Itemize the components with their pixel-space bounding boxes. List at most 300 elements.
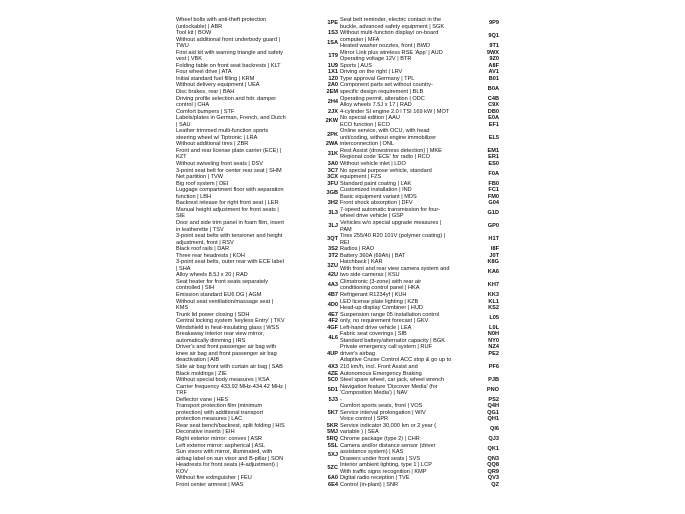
description-line: Interior ambient lighting, type 1 | LCP bbox=[340, 462, 432, 469]
equipment-description bbox=[176, 449, 319, 462]
equipment-code: KL1 bbox=[488, 298, 499, 305]
equipment-code: ER1 bbox=[488, 154, 499, 161]
equipment-row bbox=[176, 233, 338, 246]
equipment-code: 2A0 bbox=[327, 82, 338, 89]
equipment-code: 6E4 bbox=[328, 481, 338, 488]
equipment-code: C9X bbox=[488, 102, 499, 109]
equipment-description bbox=[340, 233, 480, 246]
equipment-description bbox=[176, 37, 319, 50]
equipment-description bbox=[176, 96, 319, 109]
description-line: Carrier frequency 433.92 MHz-434.42 MHz | bbox=[176, 383, 286, 390]
equipment-code: 31K bbox=[327, 151, 338, 158]
description-line: Heated washer nozzles, front | BWD bbox=[340, 43, 431, 50]
equipment-row bbox=[340, 17, 499, 30]
description-line: Luggage compartment floor with separation bbox=[176, 187, 284, 194]
equipment-description bbox=[176, 187, 319, 200]
equipment-code: KK3 bbox=[487, 291, 499, 298]
description-line: - bbox=[340, 396, 342, 403]
description-line: Autonomous Emergency Braking bbox=[340, 370, 422, 377]
equipment-description bbox=[340, 17, 480, 30]
equipment-code: A8F bbox=[488, 62, 499, 69]
equipment-code: 1T9 bbox=[328, 53, 338, 59]
equipment-code: PE2 bbox=[488, 350, 499, 357]
description-line: Three rear headrests | KOH bbox=[176, 252, 245, 259]
description-line: With front and rear view camera system and bbox=[340, 265, 450, 272]
description-line: Basic equipment variant | MDS bbox=[340, 193, 417, 200]
description-line: Black roof rails | DAR bbox=[176, 246, 230, 253]
description-line: Chrome package (type 2) | CHR bbox=[340, 436, 420, 442]
description-line: Component parts set without country- bbox=[340, 82, 433, 89]
description-line: Seat heater for front seats separately bbox=[176, 278, 269, 285]
equipment-description bbox=[176, 220, 319, 233]
description-line: No special purpose vehicle, standard bbox=[340, 167, 432, 174]
description-line: Black moldings | ZIE bbox=[176, 370, 227, 377]
equipment-code: 3FU bbox=[327, 180, 338, 187]
description-line: 4-cylinder SI engine 2.0 l TSI 169 kW | MOT bbox=[340, 108, 450, 115]
equipment-code: 3ZU bbox=[327, 262, 338, 269]
description-line: protection measures | LAC bbox=[176, 416, 243, 423]
equipment-row bbox=[340, 207, 499, 220]
equipment-code: F0A bbox=[488, 170, 499, 177]
equipment-code: 3T2 bbox=[328, 252, 338, 259]
equipment-code: 9Z0 bbox=[489, 56, 499, 63]
description-line: two side cameras | KSU bbox=[340, 272, 400, 279]
description-line: interconnection | ONL bbox=[340, 141, 395, 148]
equipment-row bbox=[340, 30, 499, 43]
equipment-row bbox=[176, 344, 338, 364]
description-line: assistance system) | KAS bbox=[340, 449, 404, 456]
description-line: steering wheel w/ Tiptronic | LRA bbox=[176, 134, 258, 141]
equipment-code: 5C0 bbox=[327, 377, 338, 384]
description-line: Without multi-function display/ on-board bbox=[340, 30, 439, 37]
equipment-description bbox=[340, 482, 480, 489]
description-line: in leatherette | TSV bbox=[176, 226, 224, 233]
description-line: deactivation | AIB bbox=[176, 357, 220, 364]
equipment-code: I8F bbox=[490, 246, 499, 253]
equipment-code: L0L bbox=[489, 324, 499, 331]
equipment-description bbox=[340, 168, 480, 181]
description-line: 3-point seat belt for center rear seat | SHM bbox=[176, 167, 282, 174]
description-line: KOV bbox=[176, 468, 188, 475]
description-line: Sun visors with mirror, illuminated, with bbox=[176, 449, 273, 456]
equipment-code: QQ8 bbox=[487, 462, 499, 469]
description-line: Leather trimmed multi-function sports bbox=[176, 128, 269, 135]
description-line: Without special body measures | KSA bbox=[176, 377, 270, 384]
description-line: computer | MFA bbox=[340, 36, 380, 43]
description-line: Operating voltage 12V | BTR bbox=[340, 56, 412, 63]
equipment-code: 42U bbox=[327, 272, 338, 279]
description-line: specific design requirement | BLB bbox=[340, 89, 424, 96]
description-line: 3-point seat belts, outer rear with ECE label bbox=[176, 259, 284, 266]
equipment-code: 2H4 bbox=[327, 98, 338, 105]
equipment-code: FB0 bbox=[488, 180, 499, 187]
description-line: Labels/plates in German, French, and Dutch bbox=[176, 115, 286, 122]
equipment-row bbox=[176, 299, 338, 312]
equipment-code: 2PK bbox=[327, 131, 338, 138]
equipment-code: 4UP bbox=[327, 350, 338, 357]
description-line: Front center armrest | MAS bbox=[176, 481, 244, 488]
description-line: Manual height adjustment for front seats | bbox=[176, 206, 279, 213]
description-line: Rest Assist (drowsiness detection) | MKE bbox=[340, 147, 442, 154]
equipment-row bbox=[340, 168, 499, 181]
equipment-description bbox=[176, 299, 319, 312]
description-line: function | LBH bbox=[176, 193, 212, 200]
equipment-description bbox=[340, 279, 480, 292]
equipment-code: 4D0 bbox=[327, 301, 338, 308]
description-line: Sports | AUS bbox=[340, 62, 372, 69]
description-line: Side air bag front with curtain air bag | SAB bbox=[176, 363, 283, 370]
description-line: TRF bbox=[176, 390, 187, 397]
description-line: Folding table on front seat backrests | KLT bbox=[176, 62, 281, 69]
equipment-code: QN3 bbox=[487, 455, 499, 462]
description-line: Suspension range 05 installation control bbox=[340, 311, 440, 318]
description-line: Big roof system | DEI bbox=[176, 180, 229, 187]
description-line: Adaptive Cruise Control ACC stop & go up to bbox=[340, 357, 452, 364]
equipment-row bbox=[176, 220, 338, 233]
description-line: automatically dimming | IRS bbox=[176, 337, 246, 344]
equipment-code: NZ4 bbox=[488, 344, 499, 351]
equipment-description bbox=[176, 331, 319, 344]
description-line: (unlockable) | ABR bbox=[176, 23, 223, 30]
equipment-description bbox=[176, 462, 319, 475]
equipment-code: KA6 bbox=[487, 269, 499, 276]
description-line: only, no requirement forecast | GKV bbox=[340, 318, 429, 325]
equipment-row bbox=[340, 279, 499, 292]
description-line: control | CHA bbox=[176, 102, 210, 109]
equipment-code: 1X1 bbox=[328, 69, 338, 76]
equipment-code: 5SL bbox=[327, 442, 338, 449]
equipment-row bbox=[176, 148, 338, 161]
equipment-code: 5J3 bbox=[328, 396, 338, 403]
description-line: Drawers under front seats | SVS bbox=[340, 455, 421, 462]
description-line: Operating permit, alteration | ODC bbox=[340, 95, 425, 102]
equipment-row bbox=[176, 482, 338, 489]
description-line: Windshield in heat-insulating glass | WSS bbox=[176, 324, 280, 331]
equipment-code: QG1 bbox=[487, 409, 499, 416]
equipment-description bbox=[340, 266, 480, 279]
equipment-row bbox=[176, 128, 338, 141]
description-line: variable ) | SEA bbox=[340, 429, 379, 436]
equipment-code: 1SA bbox=[327, 39, 338, 46]
equipment-row bbox=[176, 96, 338, 109]
equipment-code: 1Z0 bbox=[328, 75, 338, 82]
description-line: Disc brakes, rear | BAH bbox=[176, 89, 235, 96]
description-line: Radios | RAO bbox=[340, 246, 375, 253]
equipment-description bbox=[340, 357, 480, 377]
description-line: Driving profile selection and hdr. damper bbox=[176, 95, 277, 102]
equipment-description bbox=[340, 384, 480, 397]
description-line: Backrest release for right front seat | LER bbox=[176, 200, 279, 207]
equipment-code: PJB bbox=[488, 377, 499, 384]
equipment-row bbox=[176, 462, 338, 475]
equipment-code: 4F2 bbox=[328, 318, 338, 325]
equipment-code: 5KR bbox=[326, 422, 338, 429]
equipment-description bbox=[176, 148, 319, 161]
equipment-description bbox=[176, 50, 319, 63]
description-line: Refrigerant R1234yf | KUH bbox=[340, 291, 407, 298]
equipment-code: QK1 bbox=[487, 445, 499, 452]
description-line: | SAU bbox=[176, 121, 191, 128]
description-line: Online service, with OCU, with head bbox=[340, 128, 430, 135]
equipment-code: L05 bbox=[489, 314, 499, 321]
equipment-code: 3CX bbox=[327, 174, 338, 181]
description-line: SIE bbox=[176, 213, 186, 220]
description-line: Without delivery equipment | UEA bbox=[176, 82, 260, 89]
equipment-code: 4B7 bbox=[327, 291, 338, 298]
equipment-description bbox=[176, 279, 319, 292]
description-line: Standard paint coating | LAK bbox=[340, 180, 412, 187]
equipment-code: PS2 bbox=[488, 396, 499, 403]
description-line: Hatchback | KAR bbox=[340, 259, 383, 266]
equipment-code: QV3 bbox=[487, 475, 499, 482]
equipment-row bbox=[176, 187, 338, 200]
equipment-code: 4X3 bbox=[328, 363, 338, 370]
equipment-description bbox=[340, 220, 480, 233]
description-line: KMS bbox=[176, 305, 189, 312]
description-line: | SHA bbox=[176, 265, 191, 272]
description-line: Front and rear license plate carrier (ECE) | bbox=[176, 147, 282, 154]
description-line: Front shock absorption | DFV bbox=[340, 200, 413, 207]
equipment-code: PF6 bbox=[488, 363, 499, 370]
equipment-code: QJ3 bbox=[488, 436, 499, 442]
description-line: Comfort bumpers | STF bbox=[176, 108, 235, 115]
equipment-code: NY0 bbox=[488, 337, 499, 344]
equipment-description bbox=[176, 128, 319, 141]
description-line: Tires 255/40 R20 101V (polymer coating) | bbox=[340, 233, 446, 240]
description-line: Transport protection film (minimum bbox=[176, 403, 263, 410]
equipment-code: EL5 bbox=[488, 134, 499, 141]
description-line: Service indicator 30,000 km or 2 year ( bbox=[340, 422, 437, 429]
equipment-code: FM0 bbox=[487, 193, 499, 200]
equipment-code: KS2 bbox=[488, 305, 499, 312]
description-line: LED license plate lighting | KZB bbox=[340, 298, 419, 305]
equipment-description bbox=[340, 82, 480, 95]
equipment-code: 3S2 bbox=[328, 246, 338, 253]
description-line: Left exterior mirror: aspherical | ASL bbox=[176, 442, 266, 449]
description-line: ECO function | ECO bbox=[340, 121, 390, 128]
equipment-code: 2JX bbox=[328, 108, 338, 115]
description-line: Type approval Germany | TPL bbox=[340, 75, 415, 82]
description-line: unit/coding, without engine immobilizer bbox=[340, 134, 437, 141]
equipment-code: 3A0 bbox=[327, 161, 338, 168]
description-line: Climatronic (3-zone) with rear air bbox=[340, 278, 422, 285]
description-line: controlled | SIH bbox=[176, 285, 215, 292]
equipment-code: 3L3 bbox=[328, 210, 338, 217]
equipment-code: 2WA bbox=[325, 141, 338, 148]
equipment-row bbox=[176, 403, 338, 423]
equipment-code: 9Q1 bbox=[488, 33, 499, 40]
equipment-code: Q4H bbox=[487, 403, 499, 410]
equipment-code: 3GB bbox=[326, 190, 338, 197]
equipment-code: G04 bbox=[488, 200, 499, 207]
equipment-description bbox=[176, 384, 319, 397]
equipment-list-left bbox=[176, 17, 338, 488]
equipment-code: GP0 bbox=[487, 223, 499, 230]
description-line: Without seat ventilation/massage seat | bbox=[176, 298, 274, 305]
equipment-code: J0T bbox=[489, 252, 499, 259]
description-line: Comfort sports seats, front | VOS bbox=[340, 403, 423, 410]
equipment-code: 9WX bbox=[486, 49, 499, 56]
equipment-code: DB0 bbox=[487, 108, 499, 115]
equipment-row bbox=[340, 233, 499, 246]
equipment-code: N0H bbox=[487, 331, 499, 338]
description-line: 'Composition Media') | NAV bbox=[340, 390, 408, 397]
description-line: Without swiveling front seats | DSV bbox=[176, 161, 263, 168]
description-line: Alloy wheels 7.5J x 17 | RAD bbox=[340, 102, 412, 109]
equipment-description bbox=[340, 30, 480, 43]
equipment-code: FC1 bbox=[488, 187, 499, 194]
description-line: Service interval prolongation | WIV bbox=[340, 409, 426, 416]
equipment-code: 2KW bbox=[325, 118, 338, 125]
equipment-code: 5D1 bbox=[327, 386, 338, 393]
description-line: Without additional tires | ZBR bbox=[176, 141, 249, 148]
equipment-code: 2EM bbox=[326, 89, 338, 96]
description-line: REI bbox=[340, 239, 350, 246]
equipment-row bbox=[176, 207, 338, 220]
description-line: Without additional front underbody guard | bbox=[176, 36, 281, 43]
equipment-row bbox=[340, 482, 499, 489]
description-line: driver's airbag bbox=[340, 350, 375, 357]
description-line: KZT bbox=[176, 154, 187, 161]
equipment-code: 4A3 bbox=[327, 282, 338, 289]
equipment-code: PNO bbox=[486, 386, 499, 393]
equipment-description bbox=[176, 207, 319, 220]
description-line: Net partition | TVW bbox=[176, 174, 224, 181]
equipment-code: 5XJ bbox=[328, 452, 338, 459]
equipment-row bbox=[340, 384, 499, 397]
description-line: Fabric seat coverings | SIB bbox=[340, 331, 407, 338]
description-line: Initial standard fuel filling | KRM bbox=[176, 75, 255, 82]
equipment-list-right bbox=[340, 17, 499, 488]
equipment-row bbox=[340, 312, 499, 325]
equipment-code: QR9 bbox=[487, 468, 499, 475]
equipment-code: 5K7 bbox=[327, 409, 338, 416]
equipment-row bbox=[340, 357, 499, 377]
description-line: Left-hand drive vehicle | LEA bbox=[340, 324, 412, 331]
equipment-code: 9T1 bbox=[489, 43, 499, 50]
equipment-row bbox=[340, 220, 499, 233]
equipment-code: E0A bbox=[488, 115, 499, 122]
equipment-code: QZ bbox=[491, 481, 499, 488]
description-line: wheel drive vehicle | GSP bbox=[340, 213, 404, 220]
equipment-code: 6A0 bbox=[327, 475, 338, 482]
description-line: 7-speed automatic transmission for four- bbox=[340, 206, 441, 213]
equipment-row bbox=[340, 423, 499, 436]
equipment-code: 3H2 bbox=[327, 200, 338, 207]
equipment-code: QI6 bbox=[489, 426, 499, 433]
description-line: knee air bag and front passenger air bag bbox=[176, 350, 277, 357]
equipment-code: EM1 bbox=[487, 147, 499, 154]
equipment-description bbox=[176, 482, 319, 489]
description-line: Camera and/or distance sensor (driver bbox=[340, 442, 436, 449]
equipment-code: 4GF bbox=[327, 324, 338, 331]
description-line: Door and side trim panel in foam film, insert bbox=[176, 219, 284, 226]
description-line: Alloy wheels 8.5J x 20 | RAD bbox=[176, 272, 248, 279]
description-line: With traffic signs recognition | KMP bbox=[340, 468, 427, 475]
description-line: Emission standard EU6 DG | AGM bbox=[176, 291, 262, 298]
description-line: Navigation feature 'Discover Media' (for bbox=[340, 383, 438, 390]
description-line: Wheel bolts with anti-theft protection bbox=[176, 17, 267, 23]
equipment-code: 4L6 bbox=[328, 334, 338, 341]
description-line: equipment | FZS bbox=[340, 174, 382, 181]
equipment-row bbox=[176, 384, 338, 397]
equipment-code: B01 bbox=[488, 75, 499, 82]
equipment-code: K8G bbox=[487, 259, 499, 266]
equipment-code: 1S3 bbox=[328, 30, 338, 37]
description-line: protection) with additional transport bbox=[176, 409, 264, 416]
equipment-row bbox=[176, 449, 338, 462]
equipment-description bbox=[176, 344, 319, 364]
equipment-code: G1D bbox=[487, 210, 499, 217]
equipment-description bbox=[176, 233, 319, 246]
equipment-row bbox=[176, 50, 338, 63]
equipment-description bbox=[340, 443, 480, 456]
equipment-code: 3QT bbox=[327, 236, 338, 243]
equipment-row bbox=[340, 443, 499, 456]
equipment-code: QH1 bbox=[487, 416, 499, 423]
equipment-row bbox=[176, 37, 338, 50]
equipment-description bbox=[176, 403, 319, 423]
description-line: TWU bbox=[176, 43, 189, 50]
description-line: Regional code 'ECE' for radio | RCO bbox=[340, 154, 431, 161]
description-line: Right exterior mirror: convex | ASR bbox=[176, 436, 263, 442]
equipment-code: 1U9 bbox=[327, 62, 338, 69]
equipment-code: 1PE bbox=[327, 20, 338, 27]
description-line: conditioning control panel | HKA bbox=[340, 285, 420, 292]
description-line: airbag label on sun visor and B-pillar | SON bbox=[176, 455, 284, 462]
equipment-row bbox=[176, 17, 338, 30]
description-line: vest | VBK bbox=[176, 56, 203, 63]
equipment-code: 5ZC bbox=[327, 465, 338, 472]
equipment-row bbox=[176, 115, 338, 128]
equipment-description bbox=[340, 312, 480, 325]
equipment-code: ES0 bbox=[488, 161, 499, 168]
equipment-description bbox=[340, 128, 480, 148]
equipment-description bbox=[176, 115, 319, 128]
description-line: Seat belt reminder, electric contact in the bbox=[340, 17, 442, 23]
equipment-code: 3C7 bbox=[327, 167, 338, 174]
description-line: Headrests for front seats (4-adjustment) | bbox=[176, 462, 278, 469]
description-line: 3-point seat belts with tensioner and height bbox=[176, 233, 283, 240]
equipment-code: KH7 bbox=[487, 282, 499, 289]
description-line: Four wheel drive | ATA bbox=[176, 69, 232, 76]
description-line: Customized installation | IND bbox=[340, 187, 412, 194]
description-line: Mirror Link plus wireless RSE 'App' | AUD bbox=[340, 49, 443, 56]
description-line: Rear seat bench/backrest, split folding | HIS bbox=[176, 422, 285, 429]
equipment-code: B0A bbox=[487, 85, 499, 92]
equipment-row bbox=[176, 259, 338, 272]
equipment-code: EF1 bbox=[488, 121, 499, 128]
equipment-code: 5RQ bbox=[326, 436, 338, 442]
description-line: 210 km/h, incl. Front Assist and bbox=[340, 363, 418, 370]
description-line: No special edition | AAU bbox=[340, 115, 400, 122]
equipment-row bbox=[340, 82, 499, 95]
equipment-row bbox=[176, 279, 338, 292]
equipment-code: AV1 bbox=[488, 69, 499, 76]
description-line: First aid kit with warning triangle and safety bbox=[176, 49, 283, 56]
description-line: Head-up display Combiner | HUD bbox=[340, 305, 423, 312]
equipment-code: H1T bbox=[488, 236, 499, 243]
description-line: Without vehicle inlet | LDO bbox=[340, 161, 406, 168]
equipment-code: 4E7 bbox=[328, 311, 338, 318]
description-line: Deflector vane | HES bbox=[176, 396, 229, 403]
equipment-code: C4B bbox=[487, 95, 499, 102]
equipment-code: 3LJ bbox=[328, 223, 338, 230]
equipment-description bbox=[176, 17, 319, 30]
equipment-code: 4ZE bbox=[327, 370, 338, 377]
equipment-row bbox=[340, 128, 499, 148]
equipment-row bbox=[340, 266, 499, 279]
